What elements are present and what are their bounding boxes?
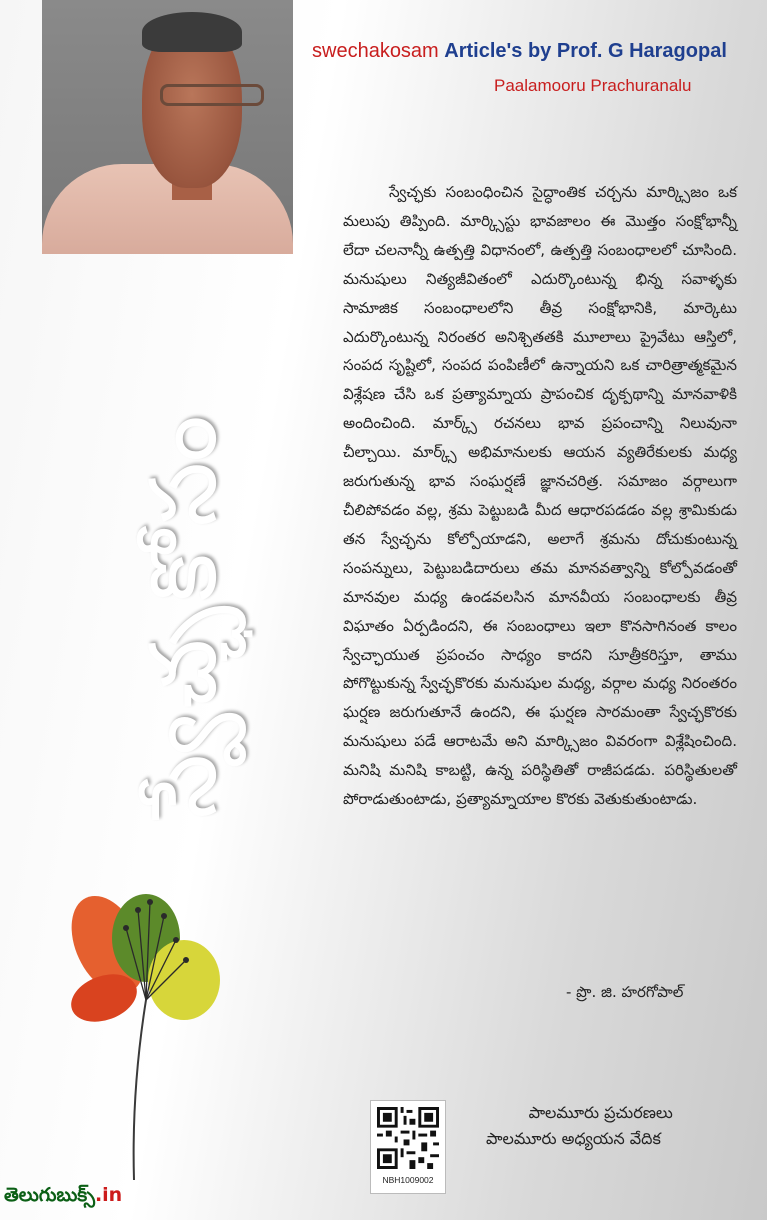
anther-3 bbox=[161, 913, 167, 919]
watermark-main: తెలుగుబుక్స్ bbox=[4, 1184, 95, 1206]
publisher-line-1: పాలమూరు ప్రచురణలు bbox=[528, 1103, 673, 1122]
anther-5 bbox=[183, 957, 189, 963]
watermark-suffix: .in bbox=[94, 1184, 123, 1206]
site-watermark bbox=[4, 1184, 122, 1211]
author-glasses bbox=[160, 84, 264, 106]
publishers-telugu bbox=[486, 1100, 673, 1152]
isbn-code: NBH1009002 bbox=[382, 1175, 434, 1185]
petal-yellow bbox=[148, 940, 220, 1020]
body-text-content: స్వేచ్ఛకు సంబంధించిన సైద్ధాంతిక చర్చను మార్క్సిజం ఒక మలుపు తిప్పింది. మార్క్సిస్టు భావజాలం ఈ మొత్తం సంక్షోభాన్నీ లేదా చలనాన్నీ ఉత్పత్తి విధానంలో, ఉత్పత్తి సంబంధాలలో చూసింది. మనుషులు నిత్యజీవితంలో ఎదుర్కొంటున్న భిన్న సవాళ్ళకు సామాజిక సంబంధాలలోని తీవ్ర సంక్షోభానికి, మార్కెటు ఎదుర్కొంటున్న నిరంతర అనిశ్చితతకి మూలాలు ప్రైవేటు ఆస్తిలో, సంపద సృష్టిలో, సంపద పంపిణీలో ఉన్నాయని ఒక చారిత్రాత్మకమైన విశ్లేషణ చేసి ఒక ప్రత్యామ్నాయ ప్రాపంచిక దృక్పథాన్ని మానవాళికి అందించింది. మార్క్స్ రచనలు భావ ప్రపంచాన్ని నిలువునా చీల్చాయి. మార్క్స్ అభిమానులకు ఆయన వ్యతిరేకులకు మధ్య జరుగుతున్న భావ సంఘర్షణే జ్ఞానచరిత్ర. సమాజం వర్గాలుగా చీలిపోవడం వల్ల, శ్రమ పెట్టుబడి మీద ఆధారపడడం వల్ల శ్రామికుడు తన స్వేచ్ఛను కోల్పోయాడని, అలాగే శ్రమను దోచుకుంటున్న సంపన్నులు, పెట్టుబడిదారులు తమ మానవత్వాన్ని కోల్పోవడంతో మానవుల మధ్య ఉండవలసిన మానవీయ సంబంధాలకు తీవ్ర విఘాతం ఏర్పడిందని, ఈ సంబంధాలు ఇలా కొనసాగినంత కాలం స్వేచ్ఛాయుత ప్రపంచం సాధ్యం కాదని సూత్రీకరిస్తూ, తాము పోగొట్టుకున్న స్వేచ్ఛకొరకు మనుషుల మధ్య, వర్గాల మధ్య నిరంతరం ఘర్షణ జరుగుతూనే ఉందని, ఈ ఘర్షణ సారమంతా స్వేచ్ఛకొరకు మనుషులు పడే ఆరాటమే అని మార్క్సిజం వివరంగా విశ్లేషించింది. మనిషి మనిషి కాబట్టి, ఉన్న పరిస్థితితో రాజీపడడు. పరిస్థితులతో పోరాడుతుంటాడు, ప్రత్యామ్నాయాల కొరకు వెతుకుతుంటాడు. bbox=[343, 183, 737, 809]
qr-code-box bbox=[370, 1100, 446, 1194]
vertical-book-title: స్వేచ్ఛకోసం bbox=[130, 411, 237, 819]
articles-by-text: Article's by Prof. G Haragopal bbox=[444, 40, 727, 62]
author-hair bbox=[142, 12, 242, 52]
anther-6 bbox=[123, 925, 129, 931]
body-paragraph bbox=[343, 178, 737, 814]
qr-code bbox=[377, 1107, 439, 1169]
anther-4 bbox=[173, 937, 179, 943]
brand-text: swechakosam bbox=[312, 40, 439, 62]
author-photo bbox=[42, 0, 293, 254]
publisher-english: Paalamooru Prachuranalu bbox=[494, 76, 692, 95]
flower-stem bbox=[134, 1000, 146, 1180]
english-title bbox=[312, 40, 727, 63]
anther-2 bbox=[147, 899, 153, 905]
publisher-line-2: పాలమూరు అధ్యయన వేదిక bbox=[486, 1129, 661, 1148]
author-signature: - ప్రొ. జి. హరగోపాల్ bbox=[566, 983, 684, 1001]
flower-illustration bbox=[68, 880, 228, 1190]
anther-1 bbox=[135, 907, 141, 913]
